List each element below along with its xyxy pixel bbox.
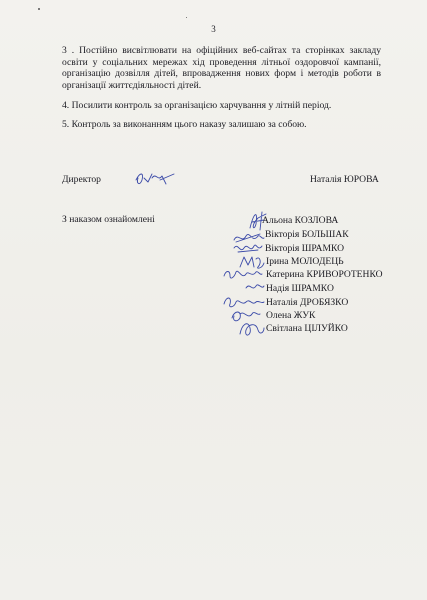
acquainted-name: Олена ЖУК (266, 310, 316, 321)
acquainted-name: Вікторія ШРАМКО (265, 243, 345, 254)
acquainted-name: Світлана ЦІЛУЙКО (266, 323, 348, 334)
director-name: Наталія ЮРОВА (310, 174, 379, 185)
scan-speck (186, 17, 187, 18)
acquainted-name: Альона КОЗЛОВА (262, 215, 339, 226)
signature-shramko-n (244, 280, 266, 294)
paragraph-4: 4. Посилити контроль за організацією харчування у літній період. (62, 100, 332, 111)
acquainted-name: Ірина МОЛОДЕЦЬ (266, 256, 344, 267)
acquainted-name: Наталія ДРОБЯЗКО (266, 297, 349, 308)
paragraph-3: 3 . Постійно висвітлювати на офіційних веб-сайтах та сторінках закладу освіти у соціальних мережах хід проведення літньої оздоровчої кампанії, організацію дозвілля дітей, впровадження нових форм і методів роботи в організації життєдіяльності дітей. (62, 45, 381, 91)
director-title: Директор (62, 174, 101, 185)
acquainted-name: Надія ШРАМКО (266, 283, 334, 294)
acquainted-name: Вікторія БОЛЬШАК (265, 229, 349, 240)
scan-speck (38, 8, 40, 10)
page-number: 3 (211, 24, 216, 34)
paragraph-5: 5. Контроль за виконанням цього наказу залишаю за собою. (62, 119, 307, 130)
acquainted-name: Катерина КРИВОРОТЕНКО (266, 269, 383, 280)
acquainted-label: З наказом ознайомлені (62, 214, 155, 225)
signature-tsiluyko (236, 318, 266, 340)
director-signature (132, 168, 180, 190)
